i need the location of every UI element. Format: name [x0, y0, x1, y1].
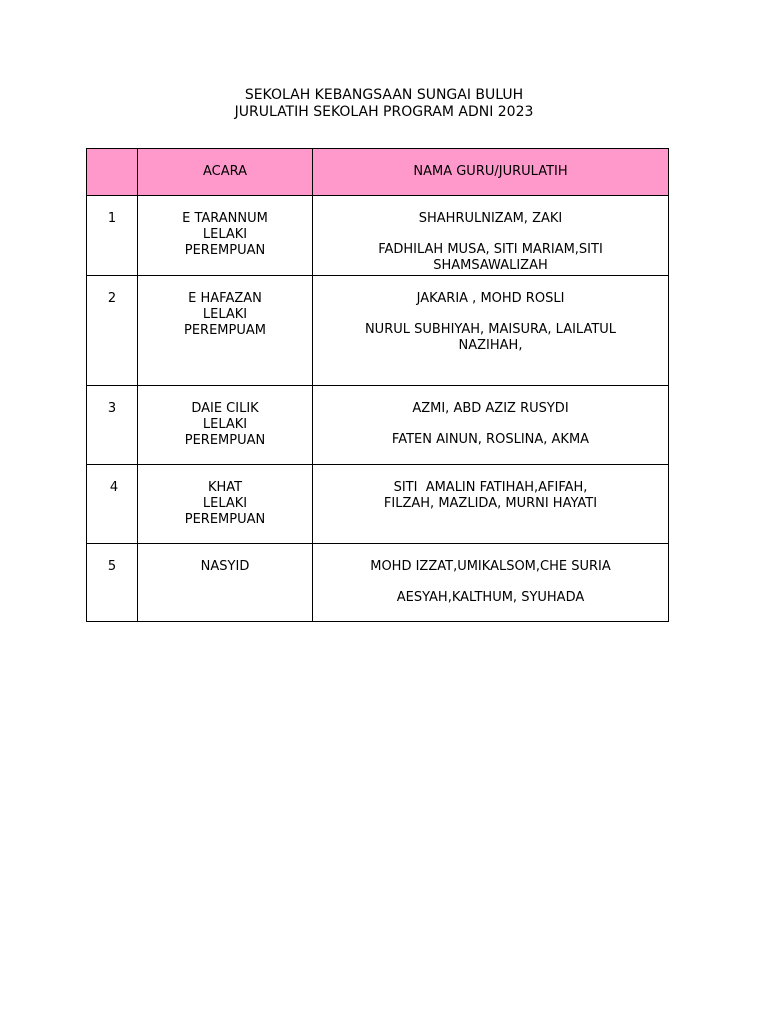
teachers-list: FILZAH, MAZLIDA, MURNI HAYATI — [383, 496, 598, 511]
coach-roster-table — [86, 148, 669, 622]
number-column-header — [87, 149, 138, 196]
row-number: 3 — [87, 386, 138, 465]
teachers-male: SHAHRULNIZAM, ZAKI — [418, 211, 563, 226]
teachers-female: FADHILAH MUSA, SITI MARIAM,SITI SHAMSAWALIZAH — [378, 242, 603, 273]
teachers-cell — [313, 465, 669, 544]
table-row — [87, 276, 669, 386]
event-cell — [138, 386, 313, 465]
event-name: KHAT — [207, 480, 243, 495]
teachers-list: SITI AMALIN FATIHAH,AFIFAH, — [393, 480, 588, 495]
event-cell — [138, 544, 313, 622]
event-name: NASYID — [200, 559, 250, 574]
event-category: LELAKI — [202, 417, 248, 432]
event-name: DAIE CILIK — [191, 401, 259, 416]
teachers-male: MOHD IZZAT,UMIKALSOM,CHE SURIA — [370, 559, 611, 574]
event-category: LELAKI — [202, 496, 248, 511]
table-header-row — [87, 149, 669, 196]
event-cell — [138, 276, 313, 386]
event-category: PEREMPUAN — [184, 512, 266, 527]
school-name: SEKOLAH KEBANGSAAN SUNGAI BULUH — [244, 87, 524, 103]
event-column-header: ACARA — [138, 149, 313, 196]
teachers-female: AESYAH,KALTHUM, SYUHADA — [396, 590, 585, 605]
table-row — [87, 196, 669, 276]
row-number: 2 — [87, 276, 138, 386]
teachers-male: AZMI, ABD AZIZ RUSYDI — [412, 401, 569, 416]
teachers-female: FATEN AINUN, ROSLINA, AKMA — [391, 432, 590, 447]
row-number: 4 — [87, 465, 138, 544]
page-title — [0, 87, 768, 121]
event-cell — [138, 196, 313, 276]
program-title: JURULATIH SEKOLAH PROGRAM ADNI 2023 — [234, 104, 534, 120]
row-number: 5 — [87, 544, 138, 622]
teachers-cell — [313, 276, 669, 386]
teachers-cell — [313, 386, 669, 465]
teachers-male: JAKARIA , MOHD ROSLI — [416, 291, 565, 306]
event-cell — [138, 465, 313, 544]
teachers-cell — [313, 544, 669, 622]
teachers-cell — [313, 196, 669, 276]
event-category: PEREMPUAN — [184, 433, 266, 448]
table-row — [87, 544, 669, 622]
event-category: LELAKI — [202, 307, 248, 322]
table-row — [87, 386, 669, 465]
event-category: PEREMPUAM — [184, 323, 266, 338]
event-name: E HAFAZAN — [188, 291, 262, 306]
table-row — [87, 465, 669, 544]
event-name: E TARANNUM — [182, 211, 268, 226]
event-category: LELAKI — [202, 227, 248, 242]
teachers-column-header: NAMA GURU/JURULATIH — [313, 149, 669, 196]
event-category: PEREMPUAN — [184, 243, 266, 258]
row-number: 1 — [87, 196, 138, 276]
teachers-female: NURUL SUBHIYAH, MAISURA, LAILATUL NAZIHAH, — [364, 322, 617, 353]
